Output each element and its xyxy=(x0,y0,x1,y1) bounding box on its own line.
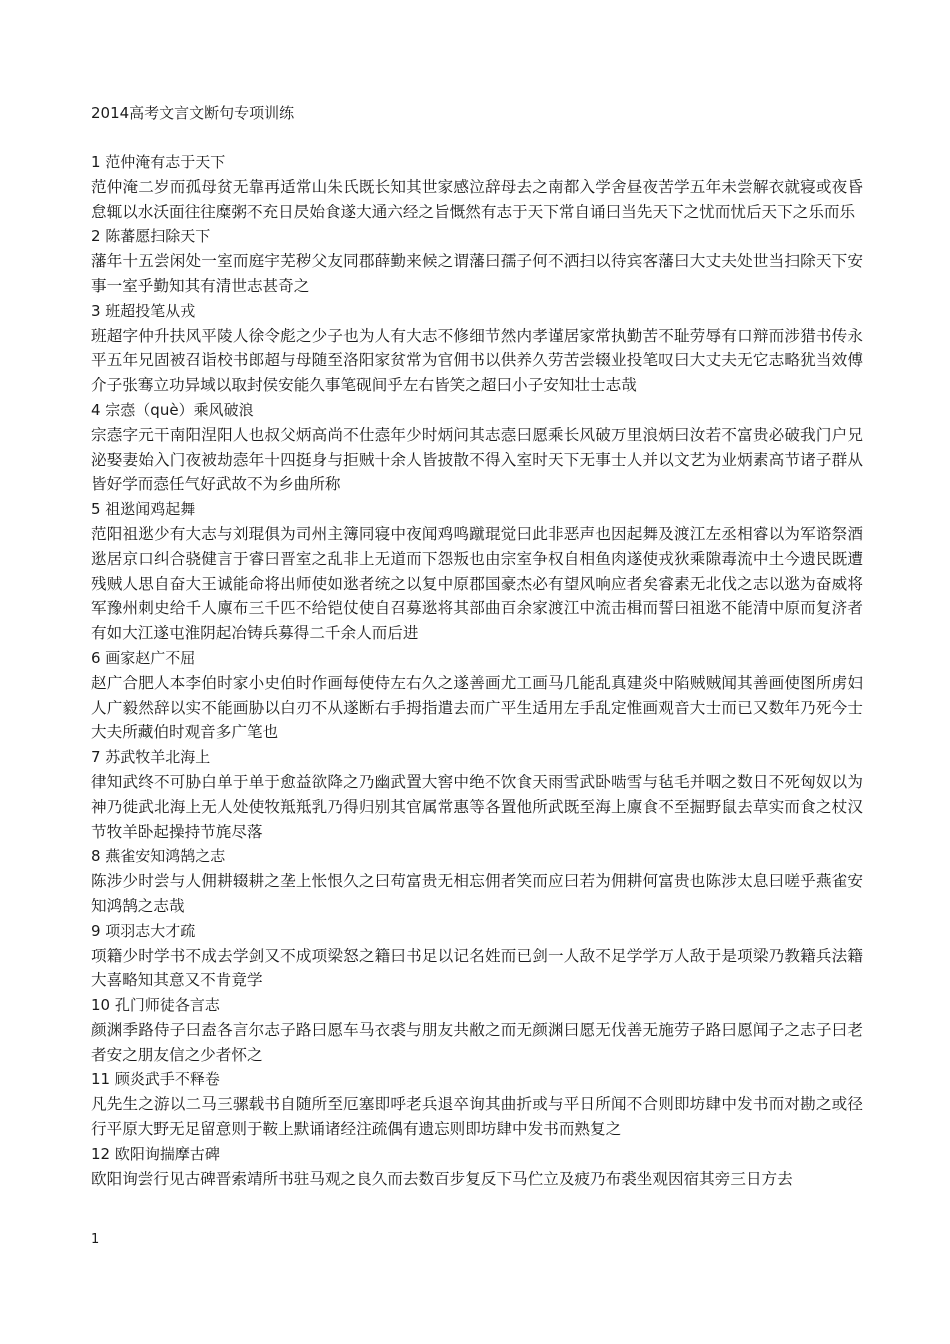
section-body: 项籍少时学书不成去学剑又不成项梁怒之籍曰书足以记名姓而已剑一人敌不足学学万人敌于是项梁乃教籍兵法籍大喜略知其意又不肯竟学 xyxy=(91,946,863,990)
section-heading: 5 祖逖闻鸡起舞 xyxy=(91,500,196,519)
section-body: 颜渊季路侍子曰盍各言尔志子路曰愿车马衣裘与朋友共敝之而无颜渊曰愿无伐善无施劳子路曰愿闻子之志子曰老者安之朋友信之少者怀之 xyxy=(91,1020,863,1064)
section-body: 范仲淹二岁而孤母贫无靠再适常山朱氏既长知其世家感泣辞母去之南都入学舍昼夜苦学五年未尝解衣就寝或夜昏怠辄以水沃面往往糜粥不充日昃始食遂大通六经之旨慨然有志于天下常自诵曰当先天下之忧而忧后天下之乐而乐 xyxy=(91,177,863,221)
section-heading: 7 苏武牧羊北海上 xyxy=(91,748,211,767)
section-body: 凡先生之游以二马三骡载书自随所至厄塞即呼老兵退卒询其曲折或与平日所闻不合则即坊肆中发书而对勘之或径行平原大野无足留意则于鞍上默诵诸经注疏偶有遗忘则即坊肆中发书而熟复之 xyxy=(91,1095,863,1139)
section-heading: 9 项羽志大才疏 xyxy=(91,921,196,940)
section-heading: 12 欧阳询揣摩古碑 xyxy=(91,1144,220,1163)
section-body: 赵广合肥人本李伯时家小史伯时作画每使侍左右久之遂善画尤工画马几能乱真建炎中陷贼贼闻其善画使图所虏妇人广毅然辞以实不能画胁以白刃不从遂断右手拇指遣去而广平生适用左手乱定惟画观音大士而已又数年乃死今士大夫所藏伯时观音多广笔也 xyxy=(91,673,863,742)
section-body: 律知武终不可胁白单于单于愈益欲降之乃幽武置大窖中绝不饮食天雨雪武卧啮雪与毡毛并咽之数日不死匈奴以为神乃徙武北海上无人处使牧羝羝乳乃得归别其官属常惠等各置他所武既至海上廪食不至掘野鼠去草实而食之杖汉节牧羊卧起操持节旄尽落 xyxy=(91,772,863,841)
section-heading: 10 孔门师徒各言志 xyxy=(91,996,220,1015)
section-heading: 2 陈蕃愿扫除天下 xyxy=(91,227,211,246)
section-body: 藩年十五尝闲处一室而庭宇芜秽父友同郡薛勤来候之谓藩曰孺子何不洒扫以待宾客藩曰大丈夫处世当扫除天下安事一室乎勤知其有清世志甚奇之 xyxy=(91,252,863,295)
section-heading: 4 宗悫（què）乘风破浪 xyxy=(91,400,254,419)
section-heading: 6 画家赵广不屈 xyxy=(91,648,196,667)
section-body: 班超字仲升扶风平陵人徐令彪之少子也为人有大志不修细节然内孝谨居家常执勤苦不耻劳辱有口辩而涉猎书传永平五年兄固被召诣校书郎超与母随至洛阳家贫常为官佣书以供养久劳苦尝辍业投笔叹曰大丈夫无它志略犹当效傅介子张骞立功异域以取封侯安能久事笔砚间乎左右皆笑之超曰小子安知壮士志哉 xyxy=(91,326,863,395)
section-heading: 11 顾炎武手不释卷 xyxy=(91,1070,220,1089)
section-body: 范阳祖逖少有大志与刘琨俱为司州主簿同寝中夜闻鸡鸣蹴琨觉曰此非恶声也因起舞及渡江左丞相睿以为军谘祭酒逖居京口纠合骁健言于睿曰晋室之乱非上无道而下怨叛也由宗室争权自相鱼肉遂使戎狄乘隙毒流中土今遗民既遭残贼人思自奋大王诚能命将出师使如逖者统之以复中原郡国豪杰必有望风响应者矣睿素无北伐之志以逖为奋威将军豫州刺史给千人廪布三千匹不给铠仗使自召募逖将其部曲百余家渡江中流击楫而誓曰祖逖不能清中原而复济者有如大江遂屯淮阴起冶铸兵募得二千余人而后进 xyxy=(91,524,863,643)
section-heading: 1 范仲淹有志于天下 xyxy=(91,153,226,171)
document-title: 2014高考文言文断句专项训练 xyxy=(91,104,295,122)
section-body: 陈涉少时尝与人佣耕辍耕之垄上怅恨久之曰苟富贵无相忘佣者笑而应曰若为佣耕何富贵也陈涉太息曰嗟乎燕雀安知鸿鹄之志哉 xyxy=(91,872,863,915)
section-body: 欧阳询尝行见古碑晋索靖所书驻马观之良久而去数百步复反下马伫立及疲乃布裘坐观因宿其旁三日方去 xyxy=(91,1169,793,1188)
section-heading: 8 燕雀安知鸿鹄之志 xyxy=(91,847,226,866)
page-number: 1 xyxy=(91,1232,100,1247)
section-heading: 3 班超投笔从戎 xyxy=(91,301,196,320)
document-content xyxy=(91,150,863,1191)
section-body: 宗悫字元干南阳涅阳人也叔父炳高尚不仕悫年少时炳问其志悫曰愿乘长风破万里浪炳曰汝若不富贵必破我门户兄泌娶妻始入门夜被劫悫年十四挺身与拒贼十余人皆披散不得入室时天下无事士人并以文艺为业炳素高节诸子群从皆好学而悫任气好武故不为乡曲所称 xyxy=(91,425,863,494)
